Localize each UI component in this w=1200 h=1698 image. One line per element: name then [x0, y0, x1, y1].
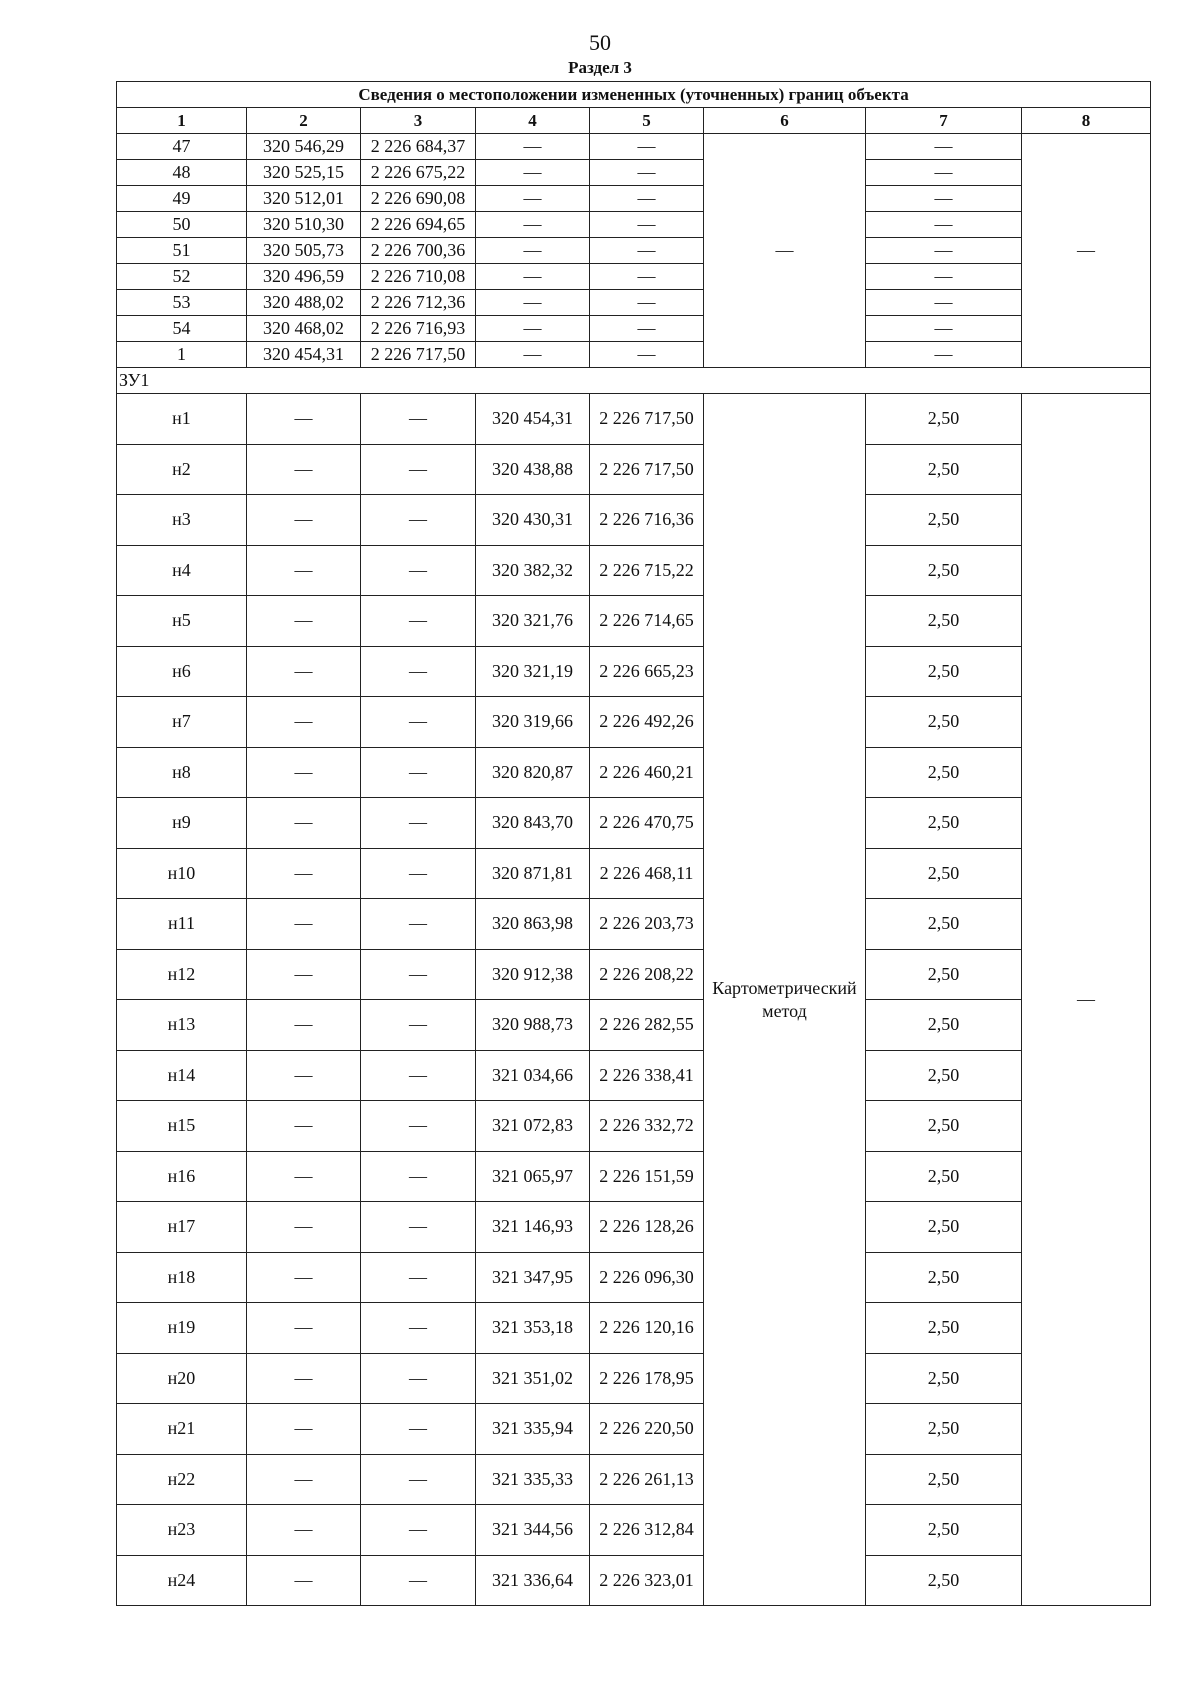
table-cell: 49 — [117, 186, 247, 212]
table-cell: — — [247, 495, 361, 546]
table-cell: — — [476, 160, 590, 186]
table-cell: — — [247, 1555, 361, 1606]
table-cell: — — [361, 1404, 476, 1455]
table-cell: — — [247, 1353, 361, 1404]
table-cell: 50 — [117, 212, 247, 238]
table-cell: н2 — [117, 444, 247, 495]
table-cell: н16 — [117, 1151, 247, 1202]
table-cell: — — [247, 394, 361, 445]
table-cell: н20 — [117, 1353, 247, 1404]
table-cell: — — [247, 1151, 361, 1202]
table-cell: н14 — [117, 1050, 247, 1101]
table-cell: 2 226 710,08 — [361, 264, 476, 290]
table-cell: 321 072,83 — [476, 1101, 590, 1152]
table-cell: 2,50 — [866, 646, 1022, 697]
table-cell: н4 — [117, 545, 247, 596]
table-cell: 321 353,18 — [476, 1303, 590, 1354]
column-header: 2 — [247, 108, 361, 134]
table-cell: — — [247, 949, 361, 1000]
table-cell: — — [590, 238, 704, 264]
table-cell: н5 — [117, 596, 247, 647]
table-cell: — — [361, 394, 476, 445]
table-row — [117, 1303, 1151, 1354]
table-cell: — — [247, 1101, 361, 1152]
table-row — [117, 238, 1151, 264]
table-cell: 2 226 261,13 — [590, 1454, 704, 1505]
table-cell: 2 226 282,55 — [590, 1000, 704, 1051]
group-label-row — [117, 368, 1151, 394]
table-cell: 2,50 — [866, 1454, 1022, 1505]
table-cell: — — [247, 1505, 361, 1556]
table-row — [117, 697, 1151, 748]
table-cell: н22 — [117, 1454, 247, 1505]
table-cell: 2,50 — [866, 1555, 1022, 1606]
table-cell: 2,50 — [866, 1303, 1022, 1354]
table-cell: 320 382,32 — [476, 545, 590, 596]
table-cell: 2 226 684,37 — [361, 134, 476, 160]
table-row — [117, 1505, 1151, 1556]
table-cell: 2,50 — [866, 545, 1022, 596]
table-cell: — — [361, 949, 476, 1000]
table-cell: 2,50 — [866, 697, 1022, 748]
table-cell: — — [247, 1000, 361, 1051]
table-cell: — — [590, 186, 704, 212]
column-header: 4 — [476, 108, 590, 134]
table-cell: — — [247, 848, 361, 899]
table-cell: 2 226 096,30 — [590, 1252, 704, 1303]
table-row — [117, 949, 1151, 1000]
table-cell: — — [361, 1454, 476, 1505]
table-cell: 321 351,02 — [476, 1353, 590, 1404]
table-cell: — — [247, 444, 361, 495]
table-cell: 1 — [117, 342, 247, 368]
table-row — [117, 545, 1151, 596]
table-cell: 2 226 323,01 — [590, 1555, 704, 1606]
table-row — [117, 264, 1151, 290]
table-cell: — — [247, 1050, 361, 1101]
table-cell: 2,50 — [866, 798, 1022, 849]
table-cell: 2 226 332,72 — [590, 1101, 704, 1152]
table-cell: 320 321,76 — [476, 596, 590, 647]
merged-cell-col6: — — [704, 134, 866, 368]
table-row — [117, 186, 1151, 212]
table-cell: 2 226 338,41 — [590, 1050, 704, 1101]
merged-cell-col8: — — [1022, 134, 1151, 368]
table-cell: 321 344,56 — [476, 1505, 590, 1556]
table-cell: — — [361, 899, 476, 950]
table-cell: 2 226 712,36 — [361, 290, 476, 316]
table-cell: 2 226 716,93 — [361, 316, 476, 342]
table-cell: н3 — [117, 495, 247, 546]
section-title: Раздел 3 — [568, 58, 632, 77]
table-cell: 2 226 715,22 — [590, 545, 704, 596]
table-cell: 2 226 470,75 — [590, 798, 704, 849]
table-cell: — — [476, 134, 590, 160]
table-cell: 52 — [117, 264, 247, 290]
column-header: 5 — [590, 108, 704, 134]
table-cell: — — [361, 1202, 476, 1253]
table-cell: 2,50 — [866, 495, 1022, 546]
table-cell: 2,50 — [866, 1353, 1022, 1404]
column-header: 7 — [866, 108, 1022, 134]
table-cell: 320 912,38 — [476, 949, 590, 1000]
table-cell: 320 863,98 — [476, 899, 590, 950]
table-cell: 2,50 — [866, 848, 1022, 899]
table-row — [117, 596, 1151, 647]
table-row — [117, 290, 1151, 316]
table-cell: — — [361, 596, 476, 647]
table-cell: — — [590, 134, 704, 160]
table-cell: 2,50 — [866, 1202, 1022, 1253]
table-cell: 320 321,19 — [476, 646, 590, 697]
table-cell: — — [247, 1252, 361, 1303]
table-row — [117, 1202, 1151, 1253]
column-header: 3 — [361, 108, 476, 134]
column-header-row — [117, 108, 1151, 134]
table-cell: — — [866, 238, 1022, 264]
table-cell: 2 226 208,22 — [590, 949, 704, 1000]
table-cell: — — [361, 1151, 476, 1202]
table-cell: 54 — [117, 316, 247, 342]
table-cell: — — [361, 545, 476, 596]
table-cell: н9 — [117, 798, 247, 849]
table-cell: 321 336,64 — [476, 1555, 590, 1606]
merged-cell-col8: — — [1022, 394, 1151, 1606]
table-cell: н13 — [117, 1000, 247, 1051]
table-cell: 321 335,33 — [476, 1454, 590, 1505]
table-cell: 320 468,02 — [247, 316, 361, 342]
column-header: 8 — [1022, 108, 1151, 134]
page-number: 50 — [589, 30, 611, 55]
table-cell: 321 335,94 — [476, 1404, 590, 1455]
table-cell: — — [361, 495, 476, 546]
table-cell: — — [247, 747, 361, 798]
table-cell: — — [247, 1404, 361, 1455]
table-cell: — — [247, 545, 361, 596]
table-cell: 321 347,95 — [476, 1252, 590, 1303]
table-cell: — — [590, 212, 704, 238]
table-row — [117, 848, 1151, 899]
table-cell: — — [590, 160, 704, 186]
table-cell: 2 226 690,08 — [361, 186, 476, 212]
table-row — [117, 747, 1151, 798]
table-cell: 2,50 — [866, 899, 1022, 950]
table-cell: 320 496,59 — [247, 264, 361, 290]
table-cell: 2 226 312,84 — [590, 1505, 704, 1556]
table-cell: — — [476, 238, 590, 264]
table-cell: — — [866, 134, 1022, 160]
table-row — [117, 1252, 1151, 1303]
table-cell: — — [247, 697, 361, 748]
table-row — [117, 394, 1151, 445]
table-row — [117, 1353, 1151, 1404]
table-cell: 51 — [117, 238, 247, 264]
table-cell: 2,50 — [866, 444, 1022, 495]
table-row — [117, 1050, 1151, 1101]
table-cell: н18 — [117, 1252, 247, 1303]
table-cell: — — [361, 1000, 476, 1051]
table-cell: 47 — [117, 134, 247, 160]
table-cell: — — [590, 290, 704, 316]
table-cell: н15 — [117, 1101, 247, 1152]
table-cell: 320 546,29 — [247, 134, 361, 160]
table-cell: н21 — [117, 1404, 247, 1455]
table-cell: 2 226 492,26 — [590, 697, 704, 748]
table-cell: 2 226 717,50 — [590, 394, 704, 445]
table-cell: — — [247, 1202, 361, 1253]
table-cell: 2,50 — [866, 1101, 1022, 1152]
table-cell: — — [361, 1050, 476, 1101]
table-cell: н23 — [117, 1505, 247, 1556]
table-cell: — — [866, 264, 1022, 290]
table-cell: 320 454,31 — [247, 342, 361, 368]
table-cell: н7 — [117, 697, 247, 748]
table-caption-row — [117, 82, 1151, 108]
table-cell: — — [361, 747, 476, 798]
table-cell: — — [247, 899, 361, 950]
table-cell: 2 226 694,65 — [361, 212, 476, 238]
table-cell: 53 — [117, 290, 247, 316]
table-cell: 320 525,15 — [247, 160, 361, 186]
table-cell: 320 843,70 — [476, 798, 590, 849]
table-cell: 2,50 — [866, 1151, 1022, 1202]
table-cell: н6 — [117, 646, 247, 697]
table-cell: — — [361, 646, 476, 697]
table-row — [117, 1404, 1151, 1455]
table-cell: — — [247, 1303, 361, 1354]
table-cell: 2,50 — [866, 1050, 1022, 1101]
boundary-table — [116, 81, 1151, 1606]
table-cell: — — [866, 342, 1022, 368]
table-row — [117, 212, 1151, 238]
table-cell: 2,50 — [866, 1252, 1022, 1303]
table-cell: н10 — [117, 848, 247, 899]
table-cell: 320 988,73 — [476, 1000, 590, 1051]
table-row — [117, 798, 1151, 849]
table-cell: — — [476, 316, 590, 342]
table-cell: 2 226 178,95 — [590, 1353, 704, 1404]
table-cell: 2,50 — [866, 1404, 1022, 1455]
table-cell: 2 226 700,36 — [361, 238, 476, 264]
table-cell: — — [476, 186, 590, 212]
table-row — [117, 342, 1151, 368]
table-cell: — — [476, 212, 590, 238]
table-cell: 320 510,30 — [247, 212, 361, 238]
table-row — [117, 1454, 1151, 1505]
table-cell: 2,50 — [866, 1505, 1022, 1556]
table-cell: — — [476, 290, 590, 316]
table-cell: 2 226 717,50 — [590, 444, 704, 495]
table-row — [117, 444, 1151, 495]
table-cell: 321 034,66 — [476, 1050, 590, 1101]
table-cell: — — [361, 444, 476, 495]
table-cell: 2 226 675,22 — [361, 160, 476, 186]
table-cell: — — [866, 212, 1022, 238]
table-cell: 320 488,02 — [247, 290, 361, 316]
group-label: ЗУ1 — [117, 368, 1151, 394]
column-header: 1 — [117, 108, 247, 134]
table-cell: — — [361, 798, 476, 849]
table-cell: — — [866, 186, 1022, 212]
table-cell: — — [361, 1101, 476, 1152]
table-cell: 321 146,93 — [476, 1202, 590, 1253]
table-cell: 320 512,01 — [247, 186, 361, 212]
table-cell: 2 226 203,73 — [590, 899, 704, 950]
table-cell: — — [361, 1505, 476, 1556]
table-cell: 48 — [117, 160, 247, 186]
table-cell: 2,50 — [866, 394, 1022, 445]
table-cell: н8 — [117, 747, 247, 798]
table-row — [117, 1000, 1151, 1051]
table-caption: Сведения о местоположении измененных (уточненных) границ объекта — [117, 82, 1151, 108]
table-row — [117, 1555, 1151, 1606]
table-cell: — — [590, 264, 704, 290]
table-cell: н12 — [117, 949, 247, 1000]
table-cell: — — [247, 1454, 361, 1505]
table-cell: 2 226 460,21 — [590, 747, 704, 798]
table-cell: — — [476, 264, 590, 290]
table-cell: н19 — [117, 1303, 247, 1354]
table-cell: — — [590, 342, 704, 368]
table-cell: — — [361, 848, 476, 899]
table-cell: 2 226 220,50 — [590, 1404, 704, 1455]
table-cell: — — [247, 646, 361, 697]
table-cell: 320 438,88 — [476, 444, 590, 495]
table-row — [117, 1101, 1151, 1152]
table-cell: — — [866, 290, 1022, 316]
table-row — [117, 134, 1151, 160]
table-cell: 2 226 128,26 — [590, 1202, 704, 1253]
table-cell: — — [361, 1353, 476, 1404]
table-cell: 2,50 — [866, 596, 1022, 647]
table-cell: 320 430,31 — [476, 495, 590, 546]
table-cell: 2,50 — [866, 949, 1022, 1000]
table-cell: 2 226 716,36 — [590, 495, 704, 546]
table-row — [117, 495, 1151, 546]
table-cell: 2 226 151,59 — [590, 1151, 704, 1202]
table-cell: — — [247, 798, 361, 849]
table-cell: — — [476, 342, 590, 368]
table-cell: — — [361, 1252, 476, 1303]
column-header: 6 — [704, 108, 866, 134]
table-cell: — — [590, 316, 704, 342]
table-cell: — — [866, 316, 1022, 342]
table-cell: — — [361, 697, 476, 748]
table-cell: — — [361, 1555, 476, 1606]
table-cell: н17 — [117, 1202, 247, 1253]
table-cell: н1 — [117, 394, 247, 445]
table-cell: — — [361, 1303, 476, 1354]
table-cell: 2 226 468,11 — [590, 848, 704, 899]
table-cell: — — [866, 160, 1022, 186]
table-row — [117, 899, 1151, 950]
table-cell: 320 820,87 — [476, 747, 590, 798]
table-cell: 2 226 665,23 — [590, 646, 704, 697]
table-cell: 2 226 717,50 — [361, 342, 476, 368]
method-cell: Картометрический метод — [704, 394, 866, 1606]
table-cell: 320 454,31 — [476, 394, 590, 445]
table-row — [117, 316, 1151, 342]
table-row — [117, 160, 1151, 186]
table-cell: н11 — [117, 899, 247, 950]
table-cell: 2,50 — [866, 747, 1022, 798]
table-cell: — — [247, 596, 361, 647]
table-cell: 2 226 714,65 — [590, 596, 704, 647]
table-cell: 321 065,97 — [476, 1151, 590, 1202]
table-cell: н24 — [117, 1555, 247, 1606]
table-cell: 320 871,81 — [476, 848, 590, 899]
table-cell: 320 319,66 — [476, 697, 590, 748]
table-cell: 320 505,73 — [247, 238, 361, 264]
table-row — [117, 646, 1151, 697]
table-cell: 2,50 — [866, 1000, 1022, 1051]
table-row — [117, 1151, 1151, 1202]
table-cell: 2 226 120,16 — [590, 1303, 704, 1354]
